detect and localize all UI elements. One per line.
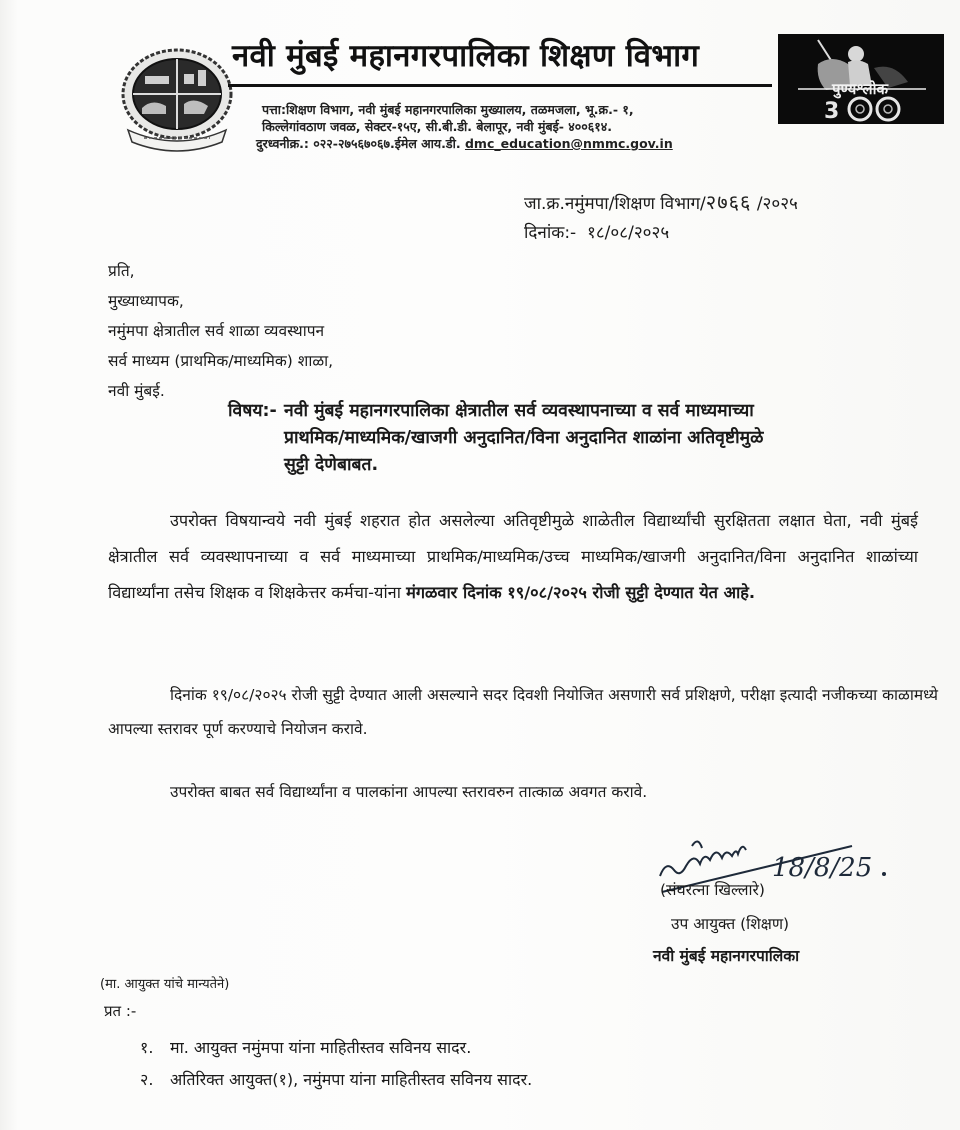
letter-date — [524, 220, 669, 243]
holiday-announcement: मंगळवार दिनांक १९/०८/२०२५ रोजी सुट्टी देण्यात येत आहे. — [406, 583, 756, 602]
signatory-organization: नवी मुंबई महानगरपालिका — [653, 947, 800, 965]
signatory-designation: उप आयुक्त (शिक्षण) — [671, 915, 790, 933]
paragraph-text: दिनांक १९/०८/२०२५ रोजी सुट्टी देण्यात आली असल्याने सदर दिवशी नियोजित असणारी सर्व प्रशिक्षणे, परीक्षा इत्यादी नजीकच्या काळामध्ये आपल्या स्तरावर पूर्ण करण्याचे नियोजन करावे. — [108, 686, 938, 738]
nmmc-seal-icon — [118, 46, 236, 154]
subject-line: नवी मुंबई महानगरपालिका क्षेत्रातील सर्व व्यवस्थापनाच्या व सर्व माध्यमाच्या — [284, 401, 754, 421]
address-block — [256, 101, 673, 152]
recipient-line: मुख्याध्यापक, — [108, 292, 184, 310]
recipient-line: नमुंमपा क्षेत्रातील सर्व शाळा व्यवस्थापन — [108, 322, 325, 340]
copy-to-list — [140, 1032, 532, 1096]
recipient-line: नवी मुंबई. — [108, 382, 165, 400]
punyashlok-300-emblem-icon — [778, 34, 944, 124]
date-value: १८/०८/२०२५ — [587, 223, 670, 243]
subject-label: विषय:- — [228, 401, 277, 421]
approval-note: (मा. आयुक्त यांचे मान्यतेने) — [100, 977, 230, 992]
subject-line: सुट्टी देणेबाबत. — [284, 455, 379, 475]
department-title: नवी मुंबई महानगरपालिका शिक्षण विभाग — [232, 38, 700, 74]
date-label: दिनांक:- — [524, 223, 577, 243]
paragraph-text: उपरोक्त बाबत सर्व विद्यार्थ्यांना व पालकांना आपल्या स्तरावरुन तात्काळ अवगत करावे. — [170, 783, 648, 801]
phone-label: दुरध्वनीक्र.: ०२२-२७५६७०६७.ईमेल आय.डी. — [256, 136, 461, 151]
emblem-text: पुण्यश्लोक — [831, 80, 889, 98]
svg-text:3: 3 — [824, 99, 840, 124]
title-divider — [228, 84, 772, 87]
copy-item-number: २. — [140, 1070, 154, 1089]
body-paragraph-2 — [108, 678, 948, 746]
copy-item-text: मा. आयुक्त नमुंमपा यांना माहितीस्तव सविनय सादर. — [170, 1038, 472, 1057]
recipient-block — [108, 256, 333, 406]
signature-date: 18/8/25 — [772, 853, 873, 883]
subject-line: प्राथमिक/माध्यमिक/खाजगी अनुदानित/विना अनुदानित शाळांना अतिवृष्टीमुळे — [284, 428, 764, 448]
reference-year: /२०२५ — [756, 194, 798, 214]
email-link[interactable]: dmc_education@nmmc.gov.in — [464, 136, 673, 151]
subject-block — [228, 398, 928, 479]
copy-to-label: प्रत :- — [104, 1002, 137, 1020]
copy-item — [140, 1064, 532, 1096]
contact-line — [256, 135, 673, 152]
address-line-1: पत्ता:शिक्षण विभाग, नवी मुंबई महानगरपालिका मुख्यालय, तळमजला, भू.क्र.- १, — [262, 102, 634, 117]
reference-number — [524, 188, 798, 215]
copy-item — [140, 1032, 532, 1064]
address-line-2: किल्लेगांवठाण जवळ, सेक्टर-१५ए, सी.बी.डी. बेलापूर, नवी मुंबई- ४००६१४. — [262, 119, 613, 134]
paragraph-text: उपरोक्त विषयान्वये नवी मुंबई शहरात होत असलेल्या अतिवृष्टीमुळे शाळेतील विद्यार्थ्यांची सुरक्षितता लक्षात घेता, नवी मुंबई क्षेत्रातील सर्व व्यवस्थापनाच्या व सर्व माध्यमाच्या प्राथमिक/माध्यमिक/उच्च माध्यमिक/खाजगी अनुदानित/विना अनुदानित शाळांच्या विद्यार्थ्यांना तसेच शिक्षक व शिक्षकेत्तर कर्मचा-यांना — [108, 511, 918, 602]
body-paragraph-1 — [108, 503, 918, 611]
recipient-to: प्रति, — [108, 262, 135, 280]
body-paragraph-3 — [108, 780, 647, 802]
copy-item-number: १. — [140, 1038, 154, 1057]
recipient-line: सर्व माध्यम (प्राथमिक/माध्यमिक) शाळा, — [108, 352, 334, 370]
reference-prefix: जा.क्र.नमुंमपा/शिक्षण विभाग/ — [524, 194, 706, 214]
signatory-name: (संघरत्ना खिल्लारे) — [660, 881, 765, 899]
reference-handwritten-number: २७६६ — [705, 190, 752, 214]
copy-item-text: अतिरिक्त आयुक्त(१), नमुंमपा यांना माहितीस्तव सविनय सादर. — [170, 1070, 533, 1089]
